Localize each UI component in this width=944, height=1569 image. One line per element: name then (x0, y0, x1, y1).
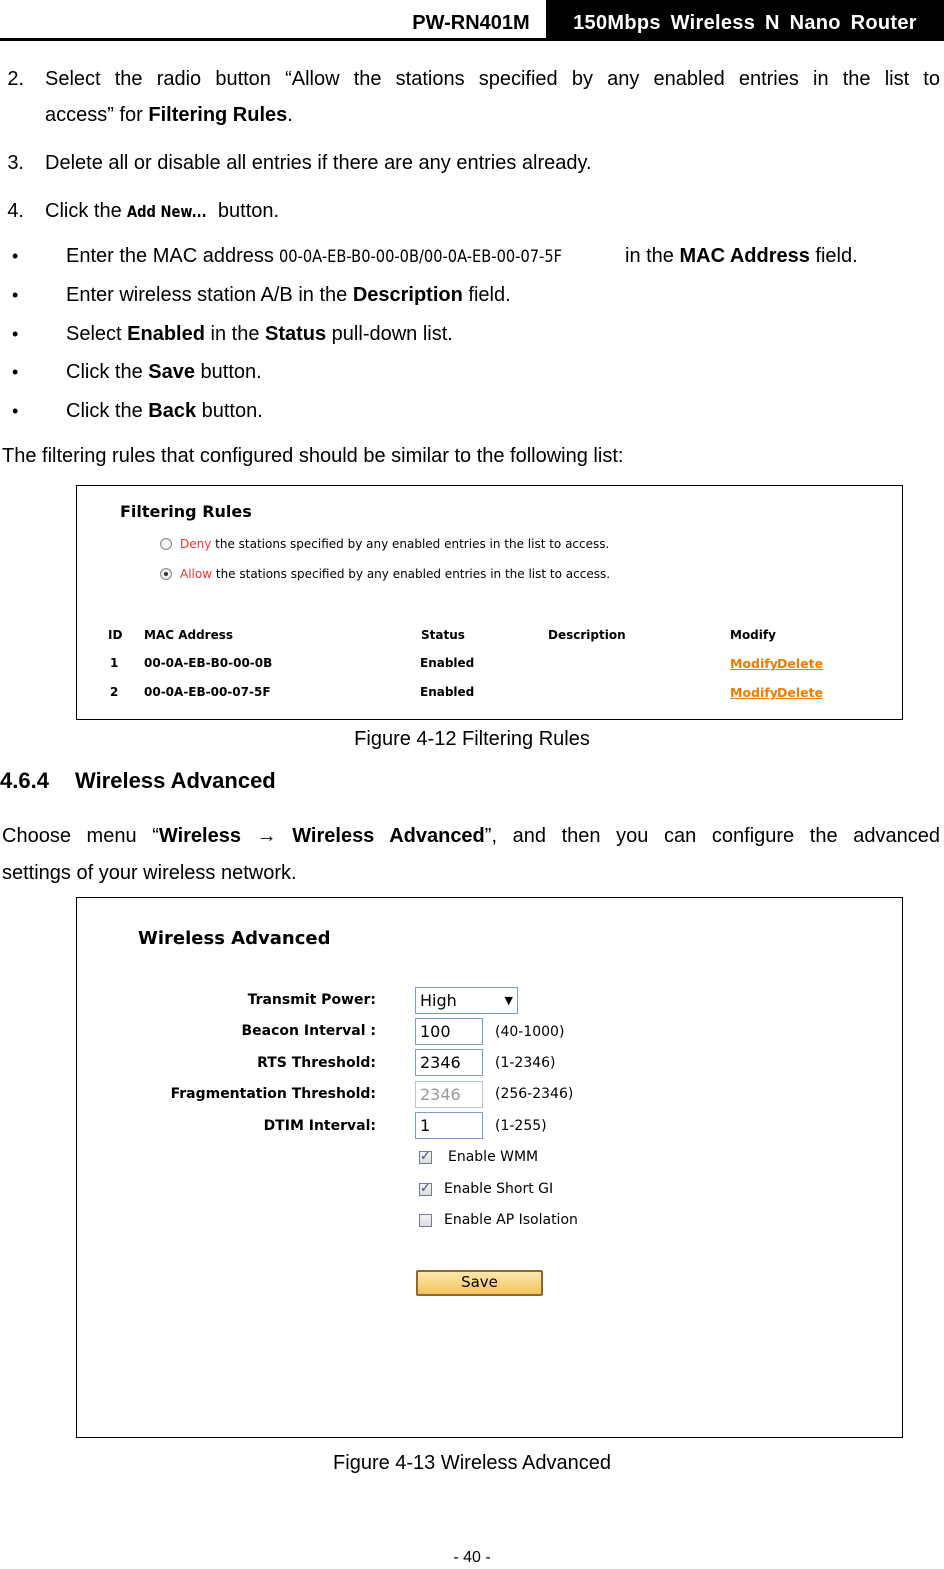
section-title: Wireless Advanced (75, 768, 276, 793)
beacon-interval-range: (40-1000) (495, 1024, 565, 1040)
header-product: 150Mbps Wireless N Nano Router (546, 0, 944, 40)
fragmentation-threshold-label: Fragmentation Threshold: (170, 1086, 376, 1102)
row-1-id: 1 (110, 656, 119, 670)
bullet-back: Click the Back button. (66, 400, 263, 422)
allow-option-label: Allow the stations specified by any enabled entries in the list to access. (180, 567, 611, 581)
row-1-mac: 00-0A-EB-B0-00-0B (144, 656, 273, 670)
row-2-status: Enabled (420, 685, 475, 699)
dtim-interval-input[interactable]: 1 (415, 1112, 483, 1139)
row-2-delete-link[interactable]: Delete (777, 685, 824, 700)
figure-4-13-caption: Figure 4-13 Wireless Advanced (333, 1452, 611, 1474)
col-modify: Modify (730, 628, 776, 642)
dtim-interval-label: DTIM Interval: (263, 1118, 376, 1134)
rts-threshold-input[interactable]: 2346 (415, 1049, 483, 1076)
section-paragraph-line1: Choose menu “Wireless → Wireless Advanced”, and then you can configure the advanced (2, 825, 940, 847)
rts-threshold-label: RTS Threshold: (257, 1055, 376, 1071)
save-button[interactable]: Save (416, 1270, 543, 1296)
wireless-advanced-title: Wireless Advanced (138, 928, 331, 949)
beacon-interval-input[interactable]: 100 (415, 1018, 483, 1045)
col-id: ID (108, 628, 123, 642)
bullet-dot: • (12, 362, 19, 382)
filtering-rules-title: Filtering Rules (120, 502, 252, 521)
section-paragraph-line2: settings of your wireless network. (2, 862, 297, 884)
bullet-save: Click the Save button. (66, 361, 262, 383)
step-4-text: Click the Add New... button. (45, 200, 280, 222)
page-number: - 40 - (453, 1549, 491, 1566)
enable-short-gi-label: Enable Short GI (444, 1181, 554, 1197)
row-2-mac: 00-0A-EB-00-07-5F (144, 685, 271, 699)
enable-ap-isolation-checkbox[interactable] (419, 1214, 432, 1227)
row-2-id: 2 (110, 685, 119, 699)
step-number: 2. (7, 68, 24, 90)
bullet-dot: • (12, 246, 19, 266)
enable-ap-isolation-label: Enable AP Isolation (444, 1212, 578, 1228)
step-number: 3. (7, 152, 24, 174)
chevron-down-icon: ▼ (504, 994, 513, 1007)
bullet-dot: • (12, 401, 19, 421)
bullet-dot: • (12, 324, 19, 344)
bullet-dot: • (12, 285, 19, 305)
row-1-status: Enabled (420, 656, 475, 670)
bullet-description: Enter wireless station A/B in the Description field. (66, 284, 511, 306)
allow-radio[interactable] (160, 568, 172, 580)
dtim-interval-range: (1-255) (495, 1118, 547, 1134)
bullet-status: Select Enabled in the Status pull-down list. (66, 323, 453, 345)
step-3-text: Delete all or disable all entries if there are any entries already. (45, 152, 592, 174)
step-2-line2: access” for Filtering Rules. (45, 104, 293, 126)
row-1-delete-link[interactable]: Delete (777, 656, 824, 671)
bullet-mac: Enter the MAC address 00-0A-EB-B0-00-0B/00-0A-EB-00-07-5F in the MAC Address field. (66, 245, 858, 267)
step-2-line1: Select the radio button “Allow the stations specified by any enabled entries in the list to (45, 68, 940, 90)
header-model: PW-RN401M (412, 12, 530, 34)
intro-list-text: The filtering rules that configured should be similar to the following list: (2, 445, 624, 467)
transmit-power-select[interactable]: High ▼ (415, 987, 518, 1014)
col-mac: MAC Address (144, 628, 234, 642)
col-description: Description (548, 628, 626, 642)
transmit-power-label: Transmit Power: (247, 992, 376, 1008)
enable-wmm-label: Enable WMM (448, 1149, 539, 1165)
enable-wmm-checkbox[interactable] (419, 1151, 432, 1164)
beacon-interval-label: Beacon Interval : (241, 1023, 376, 1039)
figure-4-12-caption: Figure 4-12 Filtering Rules (354, 728, 590, 750)
wireless-advanced-figure (76, 897, 903, 1438)
deny-option-label: Deny the stations specified by any enabled entries in the list to access. (180, 537, 610, 551)
rts-threshold-range: (1-2346) (495, 1055, 556, 1071)
deny-radio[interactable] (160, 538, 172, 550)
filtering-rules-figure (76, 485, 903, 720)
enable-short-gi-checkbox[interactable] (419, 1183, 432, 1196)
row-1-modify-link[interactable]: Modify (730, 656, 778, 671)
fragmentation-threshold-input[interactable]: 2346 (415, 1081, 483, 1108)
col-status: Status (421, 628, 465, 642)
section-number: 4.6.4 (0, 768, 49, 793)
fragmentation-threshold-range: (256-2346) (495, 1086, 574, 1102)
header-rule (0, 38, 944, 41)
step-number: 4. (7, 200, 24, 222)
row-2-modify-link[interactable]: Modify (730, 685, 778, 700)
